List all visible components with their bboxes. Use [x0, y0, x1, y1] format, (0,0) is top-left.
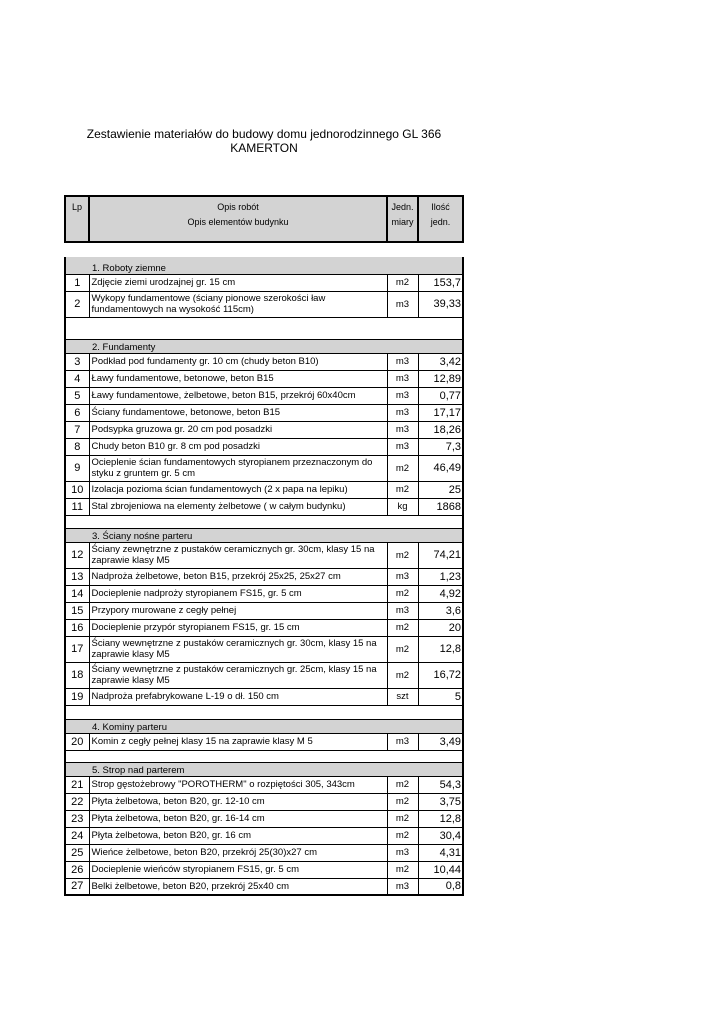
table-row: [65, 810, 463, 827]
row-unit: m3: [387, 291, 418, 317]
section-title: 2. Fundamenty: [65, 339, 463, 353]
header-unit: [387, 196, 418, 242]
section-title: 3. Ściany nośne parteru: [65, 528, 463, 542]
row-number: 16: [65, 619, 89, 636]
row-quantity: 3,42: [418, 353, 463, 370]
table-row: [65, 878, 463, 895]
row-number: 1: [65, 274, 89, 291]
section-spacer: [65, 515, 463, 528]
row-description: Wykopy fundamentowe (ściany pionowe szerokości ław fundamentowych na wysokość 115cm): [89, 291, 387, 317]
row-number: 10: [65, 481, 89, 498]
row-quantity: 46,49: [418, 455, 463, 481]
row-quantity: 54,3: [418, 776, 463, 793]
row-quantity: 4,92: [418, 585, 463, 602]
row-number: 15: [65, 602, 89, 619]
row-quantity: 25: [418, 481, 463, 498]
table-row: [65, 421, 463, 438]
header-miary: miary: [391, 217, 414, 227]
row-unit: m3: [387, 438, 418, 455]
table-row: [65, 498, 463, 515]
row-quantity: 7,3: [418, 438, 463, 455]
table-row: [65, 776, 463, 793]
row-number: 17: [65, 636, 89, 662]
row-description: Nadproża prefabrykowane L-19 o dł. 150 cm: [89, 688, 387, 705]
row-unit: m2: [387, 636, 418, 662]
row-number: 9: [65, 455, 89, 481]
row-unit: m3: [387, 733, 418, 750]
row-description: Docieplenie wieńców styropianem FS15, gr. 5 cm: [89, 861, 387, 878]
section-row: [65, 339, 463, 353]
row-description: Ławy fundamentowe, betonowe, beton B15: [89, 370, 387, 387]
row-quantity: 0,77: [418, 387, 463, 404]
section-row: [65, 528, 463, 542]
document-subtitle: KAMERTON: [230, 141, 298, 155]
row-description: Podsypka gruzowa gr. 20 cm pod posadzki: [89, 421, 387, 438]
row-description: Nadproża żelbetowe, beton B15, przekrój 25x25, 25x27 cm: [89, 568, 387, 585]
row-description: Ściany fundamentowe, betonowe, beton B15: [89, 404, 387, 421]
section-row: [65, 719, 463, 733]
row-unit: m3: [387, 387, 418, 404]
row-number: 21: [65, 776, 89, 793]
table-row: [65, 542, 463, 568]
table-row: [65, 636, 463, 662]
row-number: 18: [65, 662, 89, 688]
row-unit: szt: [387, 688, 418, 705]
row-unit: m2: [387, 481, 418, 498]
table-row: [65, 585, 463, 602]
row-quantity: 153,7: [418, 274, 463, 291]
row-unit: m2: [387, 776, 418, 793]
row-number: 8: [65, 438, 89, 455]
row-number: 12: [65, 542, 89, 568]
row-unit: m2: [387, 585, 418, 602]
row-unit: kg: [387, 498, 418, 515]
section-title: 1. Roboty ziemne: [65, 260, 463, 274]
row-unit: m3: [387, 602, 418, 619]
row-number: 13: [65, 568, 89, 585]
row-unit: m3: [387, 353, 418, 370]
row-description: Docieplenie przypór styropianem FS15, gr. 15 cm: [89, 619, 387, 636]
row-description: Ściany zewnętrzne z pustaków ceramicznych gr. 30cm, klasy 15 na zaprawie klasy M5: [89, 542, 387, 568]
row-description: Docieplenie nadproży styropianem FS15, gr. 5 cm: [89, 585, 387, 602]
section-spacer: [65, 317, 463, 339]
table-row: [65, 662, 463, 688]
table-row: [65, 353, 463, 370]
row-quantity: 74,21: [418, 542, 463, 568]
row-description: Ławy fundamentowe, żelbetowe, beton B15, przekrój 60x40cm: [89, 387, 387, 404]
section-spacer: [65, 705, 463, 719]
header-lp-label: Lp: [71, 202, 82, 212]
row-number: 14: [65, 585, 89, 602]
row-number: 25: [65, 844, 89, 861]
row-unit: m2: [387, 542, 418, 568]
table-row: [65, 404, 463, 421]
header-lp: [65, 196, 89, 242]
row-quantity: 1868: [418, 498, 463, 515]
row-description: Płyta żelbetowa, beton B20, gr. 16-14 cm: [89, 810, 387, 827]
row-unit: m2: [387, 810, 418, 827]
table-row: [65, 827, 463, 844]
row-quantity: 10,44: [418, 861, 463, 878]
row-quantity: 3,6: [418, 602, 463, 619]
row-number: 4: [65, 370, 89, 387]
table-row: [65, 619, 463, 636]
row-description: Ściany wewnętrzne z pustaków ceramicznych gr. 30cm, klasy 15 na zaprawie klasy M5: [89, 636, 387, 662]
row-description: Belki żelbetowe, beton B20, przekrój 25x40 cm: [89, 878, 387, 895]
row-unit: m3: [387, 370, 418, 387]
row-description: Stal zbrojeniowa na elementy żelbetowe ( w całym budynku): [89, 498, 387, 515]
header-opis-elementow: Opis elementów budynku: [187, 217, 289, 227]
row-unit: m3: [387, 404, 418, 421]
row-quantity: 30,4: [418, 827, 463, 844]
row-description: Płyta żelbetowa, beton B20, gr. 16 cm: [89, 827, 387, 844]
row-unit: m2: [387, 827, 418, 844]
row-unit: m2: [387, 619, 418, 636]
row-description: Wieńce żelbetowe, beton B20, przekrój 25(30)x27 cm: [89, 844, 387, 861]
row-quantity: 39,33: [418, 291, 463, 317]
header-jedn-qty: jedn.: [430, 217, 451, 227]
row-quantity: 5: [418, 688, 463, 705]
row-unit: m2: [387, 861, 418, 878]
header-table: [64, 195, 464, 243]
row-description: Ściany wewnętrzne z pustaków ceramicznych gr. 25cm, klasy 15 na zaprawie klasy M5: [89, 662, 387, 688]
header-description: [89, 196, 387, 242]
row-description: Ocieplenie ścian fundamentowych styropianem przeznaczonym do styku z gruntem gr. 5 cm: [89, 455, 387, 481]
row-unit: m2: [387, 274, 418, 291]
row-quantity: 3,49: [418, 733, 463, 750]
header-opis-robot: Opis robót: [217, 202, 259, 212]
row-quantity: 16,72: [418, 662, 463, 688]
table-row: [65, 568, 463, 585]
table-row: [65, 793, 463, 810]
row-number: 5: [65, 387, 89, 404]
row-number: 26: [65, 861, 89, 878]
section-title: 5. Strop nad parterem: [65, 762, 463, 776]
header-ilosc: Ilość: [431, 202, 450, 212]
section-row: [65, 260, 463, 274]
row-number: 19: [65, 688, 89, 705]
row-description: Płyta żelbetowa, beton B20, gr. 12-10 cm: [89, 793, 387, 810]
materials-table: [64, 257, 464, 896]
table-row: [65, 387, 463, 404]
row-description: Przypory murowane z cegły pełnej: [89, 602, 387, 619]
row-quantity: 1,23: [418, 568, 463, 585]
row-description: Zdjęcie ziemi urodzajnej gr. 15 cm: [89, 274, 387, 291]
row-quantity: 20: [418, 619, 463, 636]
section-spacer: [65, 750, 463, 762]
row-number: 11: [65, 498, 89, 515]
table-row: [65, 844, 463, 861]
table-row: [65, 370, 463, 387]
row-number: 27: [65, 878, 89, 895]
row-quantity: 12,89: [418, 370, 463, 387]
row-quantity: 17,17: [418, 404, 463, 421]
row-unit: m3: [387, 421, 418, 438]
row-quantity: 3,75: [418, 793, 463, 810]
document-title: Zestawienie materiałów do budowy domu jednorodzinnego GL 366: [86, 127, 442, 141]
row-description: Chudy beton B10 gr. 8 cm pod posadzki: [89, 438, 387, 455]
row-unit: m2: [387, 455, 418, 481]
table-row: [65, 481, 463, 498]
table-row: [65, 861, 463, 878]
row-unit: m3: [387, 568, 418, 585]
header-quantity: [418, 196, 463, 242]
table-row: [65, 602, 463, 619]
row-description: Podkład pod fundamenty gr. 10 cm (chudy beton B10): [89, 353, 387, 370]
row-unit: m3: [387, 878, 418, 895]
row-quantity: 4,31: [418, 844, 463, 861]
table-row: [65, 438, 463, 455]
row-description: Strop gęstożebrowy "POROTHERM" o rozpiętości 305, 343cm: [89, 776, 387, 793]
row-number: 3: [65, 353, 89, 370]
row-unit: m2: [387, 662, 418, 688]
row-unit: m2: [387, 793, 418, 810]
row-description: Komin z cegły pełnej klasy 15 na zaprawie klasy M 5: [89, 733, 387, 750]
row-number: 20: [65, 733, 89, 750]
table-row: [65, 733, 463, 750]
row-number: 22: [65, 793, 89, 810]
row-number: 7: [65, 421, 89, 438]
row-number: 23: [65, 810, 89, 827]
row-number: 2: [65, 291, 89, 317]
table-row: [65, 455, 463, 481]
row-quantity: 18,26: [418, 421, 463, 438]
row-number: 24: [65, 827, 89, 844]
row-number: 6: [65, 404, 89, 421]
section-row: [65, 762, 463, 776]
table-row: [65, 291, 463, 317]
row-quantity: 0,8: [418, 878, 463, 895]
row-quantity: 12,8: [418, 810, 463, 827]
row-unit: m3: [387, 844, 418, 861]
row-quantity: 12,8: [418, 636, 463, 662]
table-row: [65, 688, 463, 705]
section-title: 4. Kominy parteru: [65, 719, 463, 733]
table-row: [65, 274, 463, 291]
row-description: Izolacja pozioma ścian fundamentowych (2 x papa na lepiku): [89, 481, 387, 498]
header-jedn: Jedn.: [391, 202, 414, 212]
